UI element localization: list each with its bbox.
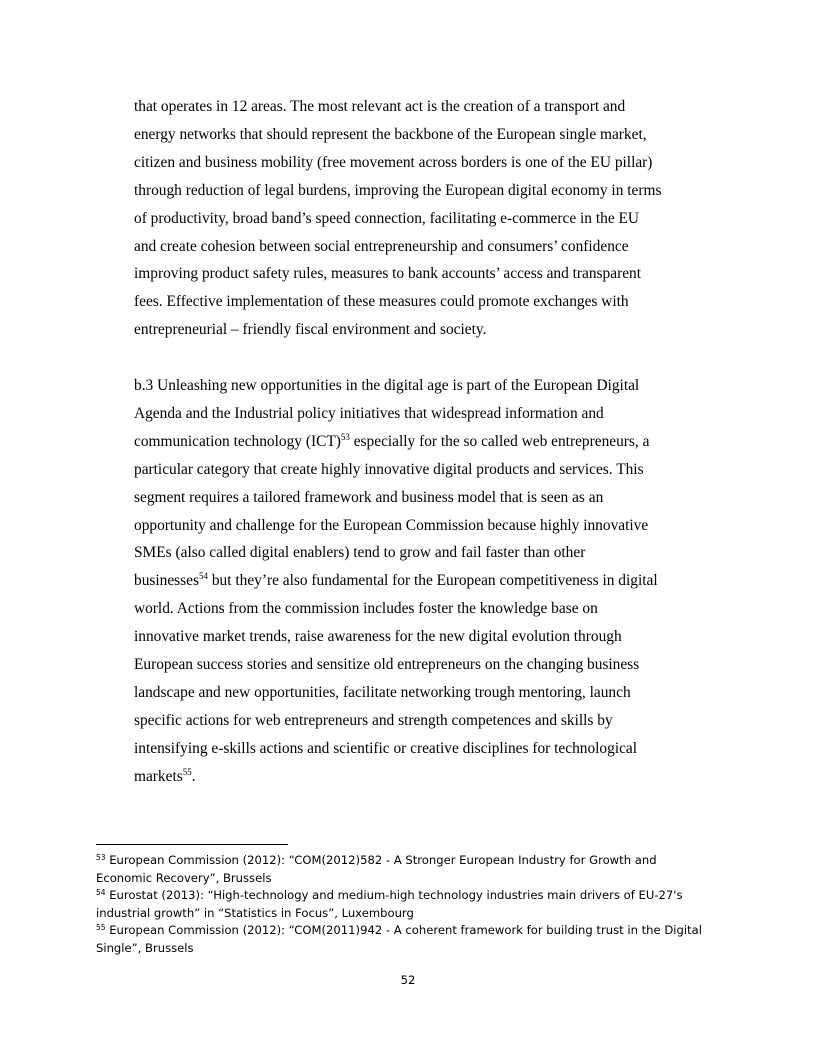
paragraph-line: improving product safety rules, measures to bank accounts’ access and transparent (134, 265, 642, 283)
paragraph-line: fees. Effective implementation of these measures could promote exchanges with (134, 293, 629, 311)
paragraph-line: SMEs (also called digital enablers) tend to grow and fail faster than other (134, 544, 586, 562)
footnote-53-continued: Economic Recovery”, Brussels (96, 870, 272, 885)
paragraph-line (134, 763, 694, 791)
paragraph-text: . (191, 767, 196, 785)
paragraph-text: communication technology (ICT) (134, 432, 341, 450)
paragraph-line: and create cohesion between social entrepreneurship and consumers’ confidence (134, 237, 629, 255)
paragraph-text: businesses (134, 572, 199, 590)
footnotes (96, 852, 736, 958)
footnote-text: European Commission (2012): “COM(2012)582 - A Stronger European Industry for Growth and (105, 853, 657, 867)
paragraph-line (134, 428, 694, 456)
paragraph-line (134, 567, 694, 595)
paragraph-line: world. Actions from the commission includes foster the knowledge base on (134, 600, 598, 618)
footnote-text: European Commission (2012): “COM(2011)942 - A coherent framework for building trust in the Digital (105, 923, 702, 938)
paragraph-line: particular category that create highly innovative digital products and services. This (134, 460, 644, 478)
footnote-55-continued: Single”, Brussels (96, 940, 194, 955)
footnote-54 (96, 887, 736, 905)
footnote-53 (96, 852, 736, 870)
footnote-text: Eurostat (2013): “High-technology and medium-high technology industries main drivers of EU-27's (105, 888, 683, 903)
paragraph-line: Agenda and the Industrial policy initiatives that widespread information and (134, 404, 604, 422)
paragraph-line: segment requires a tailored framework and business model that is seen as an (134, 488, 604, 506)
footnote-ref-53[interactable]: 53 (340, 431, 350, 442)
footnote-55 (96, 922, 736, 940)
paragraph-line: opportunity and challenge for the European Commission because highly innovative (134, 516, 649, 534)
footnote-number: 53 (96, 853, 106, 862)
paragraph-text: but they’re also fundamental for the European competitiveness in digital (207, 572, 658, 590)
paragraph-line: entrepreneurial – friendly fiscal environment and society. (134, 321, 487, 339)
footnote-ref-55[interactable]: 55 (182, 766, 192, 777)
paragraph-line: energy networks that should represent the backbone of the European single market, (134, 125, 647, 143)
body-paragraph-2 (134, 372, 694, 791)
footnote-number: 55 (96, 923, 106, 933)
paragraph-line: intensifying e-skills actions and scientific or creative disciplines for technological (134, 739, 638, 757)
paragraph-text: especially for the so called web entrepreneurs, a (349, 432, 650, 450)
paragraph-line: innovative market trends, raise awareness for the new digital evolution through (134, 628, 622, 646)
paragraph-text: markets (134, 767, 183, 785)
paragraph-line: that operates in 12 areas. The most relevant act is the creation of a transport and (134, 98, 626, 115)
footnote-54-continued: industrial growth” in “Statistics in Focus”, Luxembourg (96, 905, 414, 920)
footnote-ref-54[interactable]: 54 (198, 571, 208, 582)
paragraph-line: of productivity, broad band’s speed connection, facilitating e-commerce in the EU (134, 209, 640, 227)
body-paragraph-1 (134, 93, 694, 344)
footnote-separator (96, 844, 288, 845)
page-number: 52 (400, 973, 416, 987)
paragraph-line: European success stories and sensitize old entrepreneurs on the changing business (134, 656, 640, 674)
footnote-number: 54 (96, 888, 106, 898)
paragraph-line: landscape and new opportunities, facilitate networking trough mentoring, launch (134, 683, 631, 701)
paragraph-line: through reduction of legal burdens, improving the European digital economy in terms (134, 181, 662, 199)
paragraph-line: citizen and business mobility (free movement across borders is one of the EU pillar) (134, 153, 653, 171)
paragraph-line: b.3 Unleashing new opportunities in the digital age is part of the European Digital (134, 377, 640, 394)
paragraph-line: specific actions for web entrepreneurs and strength competences and skills by (134, 711, 613, 729)
